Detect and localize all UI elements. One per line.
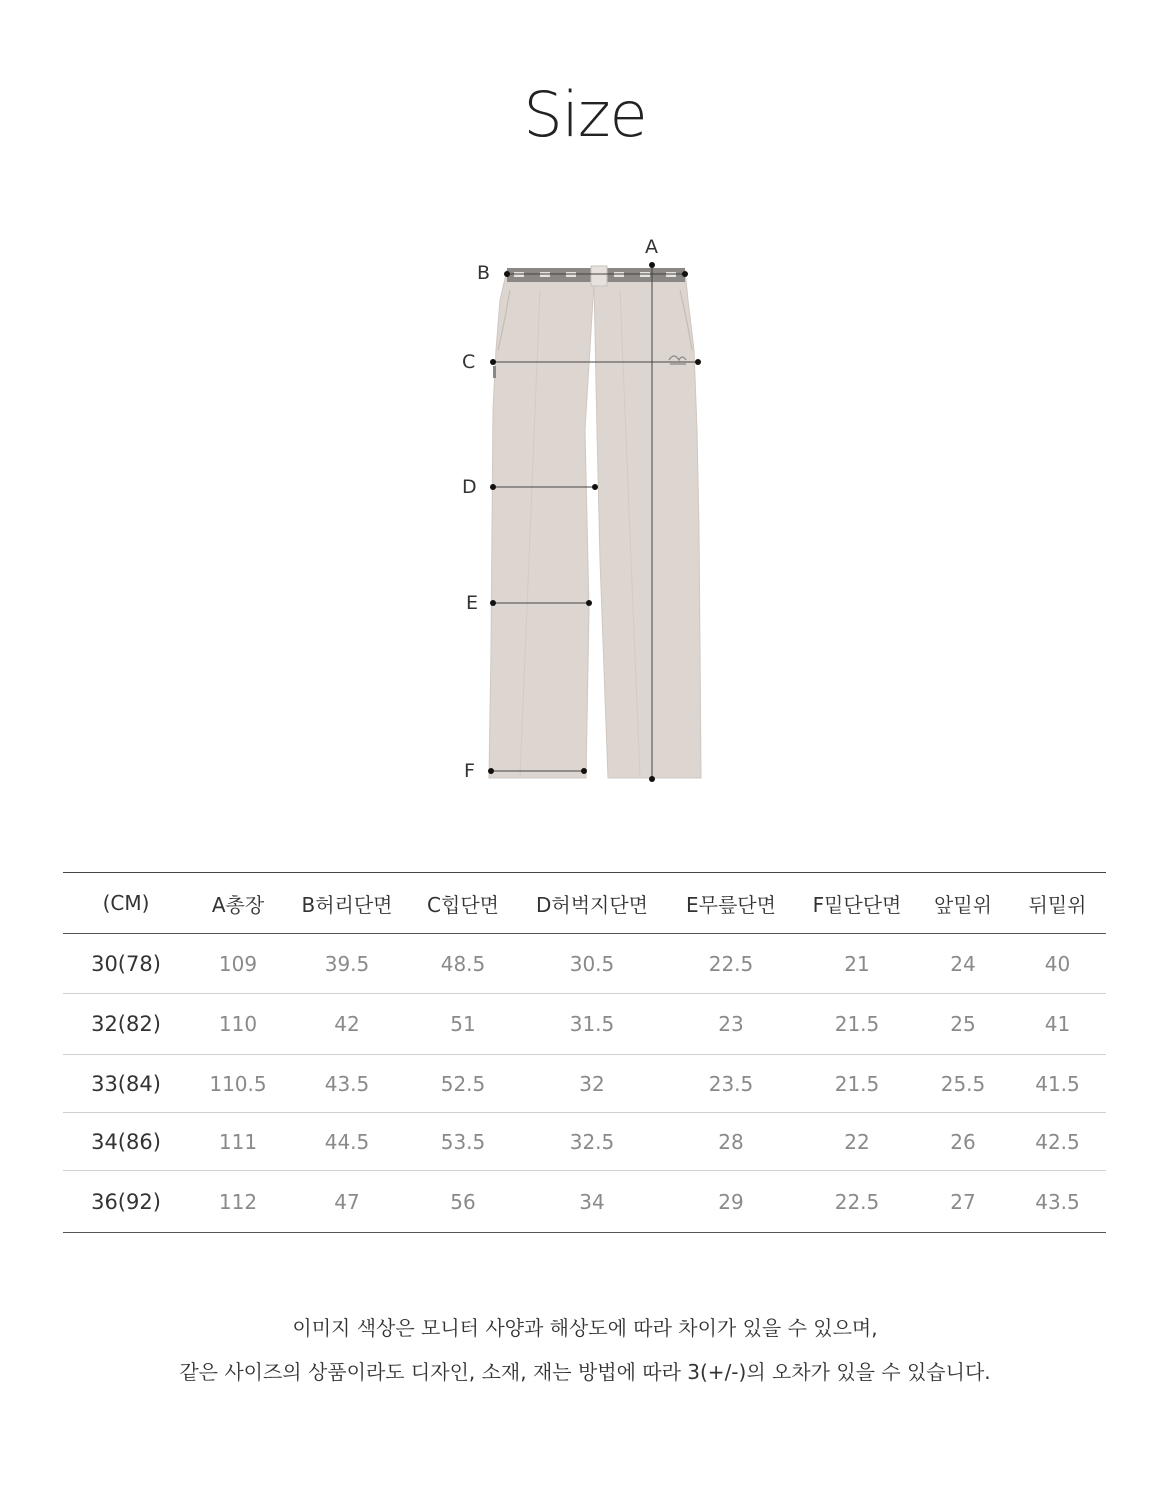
- table-cell: 25.5: [940, 1071, 986, 1096]
- table-cell: 44.5: [324, 1129, 370, 1154]
- label-f: F: [464, 760, 475, 782]
- table-cell: 56: [450, 1189, 476, 1214]
- table-cell: 29: [718, 1189, 744, 1214]
- table-cell: 22: [844, 1129, 870, 1154]
- table-cell: 110.5: [209, 1071, 267, 1096]
- label-b: B: [477, 262, 491, 284]
- table-cell: 21: [844, 951, 870, 976]
- table-row: [63, 1113, 1106, 1171]
- table-row: [63, 994, 1106, 1055]
- table-cell: 30.5: [569, 951, 615, 976]
- label-e: E: [466, 592, 479, 614]
- header-waist: B허리단면: [301, 892, 393, 917]
- table-cell: 42: [334, 1012, 360, 1036]
- table-cell: 28: [718, 1129, 744, 1154]
- table-cell: 32: [579, 1071, 605, 1096]
- table-cell: 39.5: [324, 951, 370, 976]
- table-cell: 43.5: [324, 1071, 370, 1096]
- header-unit: (CM): [102, 891, 150, 915]
- table-cell: 21.5: [834, 1012, 880, 1036]
- table-cell: 41.5: [1035, 1071, 1080, 1096]
- table-cell: 31.5: [569, 1012, 615, 1036]
- table-row: [63, 934, 1106, 994]
- page-title: Size: [523, 78, 647, 151]
- table-cell: 25: [950, 1012, 976, 1036]
- table-cell: 21.5: [834, 1071, 880, 1096]
- table-cell: 22.5: [708, 951, 754, 976]
- size-cell: 34(86): [91, 1129, 161, 1154]
- table-cell: 24: [950, 951, 976, 976]
- note-line-2: 같은 사이즈의 상품이라도 디자인, 소재, 재는 방법에 따라 3(+/-)의 오차가 있을 수 있습니다.: [179, 1360, 991, 1384]
- table-cell: 23.5: [708, 1071, 754, 1096]
- table-cell: 53.5: [440, 1129, 486, 1154]
- table-row: [63, 1171, 1106, 1233]
- size-table: [63, 872, 1106, 1233]
- table-cell: 109: [218, 951, 258, 976]
- header-knee: E무릎단면: [686, 892, 776, 917]
- table-cell: 112: [218, 1189, 258, 1214]
- table-cell: 43.5: [1035, 1189, 1080, 1214]
- label-a: A: [645, 236, 658, 258]
- table-cell: 40: [1044, 951, 1071, 976]
- size-cell: 36(92): [91, 1189, 161, 1214]
- table-cell: 22.5: [834, 1189, 880, 1214]
- size-cell: 30(78): [91, 951, 161, 976]
- table-header-row: [63, 873, 1106, 934]
- table-cell: 52.5: [440, 1071, 486, 1096]
- pants-measurement-diagram: [0, 230, 1170, 800]
- label-d: D: [462, 476, 477, 498]
- table-cell: 48.5: [440, 951, 486, 976]
- header-front-rise: 앞밑위: [934, 892, 992, 917]
- size-cell: 32(82): [91, 1012, 161, 1036]
- table-cell: 47: [334, 1189, 360, 1214]
- note-line-1: 이미지 색상은 모니터 사양과 해상도에 따라 차이가 있을 수 있으며,: [292, 1316, 878, 1340]
- header-total-length: A총장: [211, 892, 265, 917]
- header-thigh: D허벅지단면: [535, 892, 648, 917]
- table-cell: 26: [950, 1129, 976, 1154]
- table-cell: 42.5: [1035, 1129, 1080, 1154]
- header-hip: C힙단면: [427, 892, 499, 917]
- header-back-rise: 뒤밑위: [1028, 892, 1087, 917]
- table-cell: 34: [579, 1189, 605, 1214]
- pants-illustration: [0, 230, 1170, 800]
- table-cell: 111: [218, 1129, 258, 1154]
- table-cell: 27: [950, 1189, 976, 1214]
- label-c: C: [462, 351, 476, 373]
- table-cell: 110: [218, 1012, 258, 1036]
- size-cell: 33(84): [91, 1071, 161, 1096]
- table-row: [63, 1055, 1106, 1113]
- table-cell: 32.5: [569, 1129, 615, 1154]
- header-hem: F밑단단면: [812, 892, 902, 917]
- table-cell: 41: [1044, 1012, 1071, 1036]
- table-cell: 23: [718, 1012, 744, 1036]
- table-cell: 51: [450, 1012, 476, 1036]
- pants-shape: [489, 270, 701, 778]
- size-notes: [0, 1306, 1170, 1394]
